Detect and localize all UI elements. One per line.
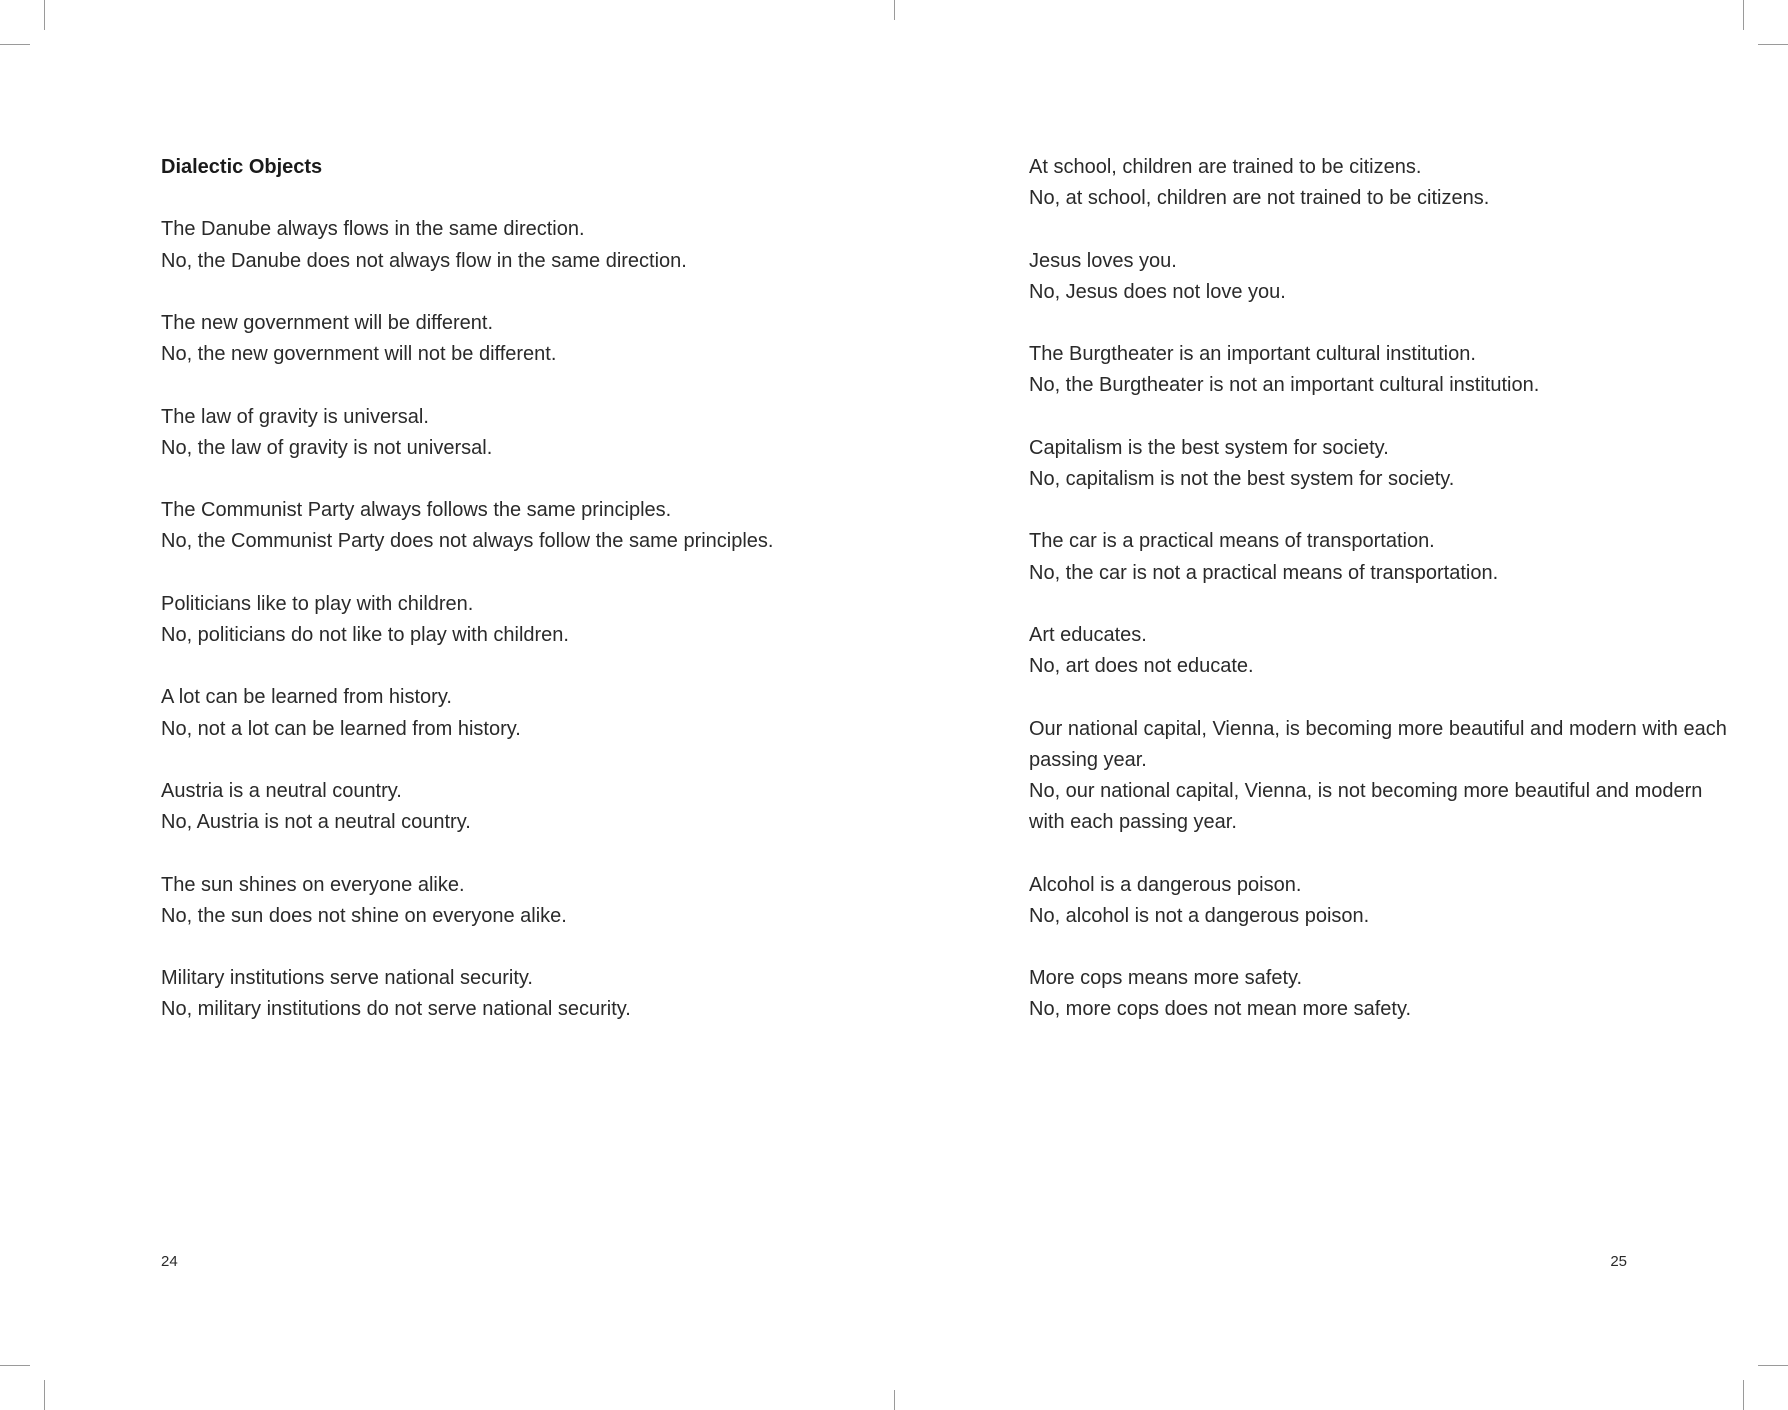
statement: At school, children are trained to be citizens. <box>1029 156 1422 178</box>
negation: No, the law of gravity is not universal. <box>161 436 493 459</box>
statement: The law of gravity is universal. <box>161 405 429 428</box>
statement-pair <box>1029 433 1729 495</box>
negation: No, the Danube does not always flow in the same direction. <box>161 249 687 272</box>
statement-pair <box>161 963 841 1025</box>
statement-pair <box>1029 526 1729 588</box>
statement: Jesus loves you. <box>1029 249 1177 272</box>
negation: No, capitalism is not the best system for society. <box>1029 467 1455 490</box>
negation: No, more cops does not mean more safety. <box>1029 998 1412 1021</box>
statement-pair <box>161 870 841 932</box>
negation: No, the car is not a practical means of transportation. <box>1029 561 1499 584</box>
negation: No, not a lot can be learned from history. <box>161 717 521 740</box>
negation: No, politicians do not like to play with children. <box>161 623 569 646</box>
statement-pair <box>161 776 841 838</box>
negation: No, Austria is not a neutral country. <box>161 811 471 834</box>
statement: Alcohol is a dangerous poison. <box>1029 873 1302 896</box>
statement-pair <box>1029 620 1729 682</box>
statement-pair <box>1029 714 1729 839</box>
negation: No, our national capital, Vienna, is not becoming more beautiful and modern with each passing year. <box>1029 779 1703 834</box>
statement: The car is a practical means of transportation. <box>1029 530 1435 553</box>
right-page <box>894 0 1788 1410</box>
page-title: Dialectic Objects <box>161 156 323 178</box>
negation: No, the Communist Party does not always follow the same principles. <box>161 530 774 553</box>
statement-pair <box>1029 246 1729 308</box>
negation: No, military institutions do not serve national security. <box>161 998 631 1021</box>
statement: The sun shines on everyone alike. <box>161 873 465 896</box>
statement: A lot can be learned from history. <box>161 686 452 709</box>
statement: The Danube always flows in the same direction. <box>161 218 585 241</box>
statement-pair <box>1029 963 1729 1025</box>
negation: No, the Burgtheater is not an important cultural institution. <box>1029 374 1540 397</box>
statement-pair <box>161 495 841 557</box>
negation: No, the new government will not be different. <box>161 343 557 366</box>
statement-pair <box>161 589 841 651</box>
statement: Capitalism is the best system for society. <box>1029 436 1389 459</box>
statement-pair <box>1029 870 1729 932</box>
statement: Austria is a neutral country. <box>161 779 402 802</box>
statement-pair <box>161 402 841 464</box>
statement: More cops means more safety. <box>1029 967 1303 990</box>
negation: No, art does not educate. <box>1029 655 1254 678</box>
negation: No, at school, children are not trained to be citizens. <box>1029 187 1490 210</box>
statement: The Burgtheater is an important cultural institution. <box>1029 343 1476 366</box>
statement: Military institutions serve national security. <box>161 967 533 990</box>
negation: No, alcohol is not a dangerous poison. <box>1029 904 1370 927</box>
negation: No, Jesus does not love you. <box>1029 280 1286 303</box>
statement-pair <box>161 214 841 276</box>
statement-pair <box>161 308 841 370</box>
right-text-column <box>1029 152 1729 1057</box>
left-text-column <box>161 152 841 1057</box>
statement: The Communist Party always follows the same principles. <box>161 499 672 522</box>
statement-pair <box>1029 339 1729 401</box>
statement-pair <box>161 682 841 744</box>
statement: Politicians like to play with children. <box>161 592 474 615</box>
statement: Art educates. <box>1029 623 1147 646</box>
negation: No, the sun does not shine on everyone alike. <box>161 904 567 927</box>
page-number-left: 24 <box>161 1253 178 1270</box>
statement: The new government will be different. <box>161 311 494 334</box>
statement-pair <box>1029 152 1729 214</box>
page-number-right: 25 <box>1610 1253 1627 1270</box>
statement: Our national capital, Vienna, is becoming more beautiful and modern with each passing year. <box>1029 717 1727 771</box>
